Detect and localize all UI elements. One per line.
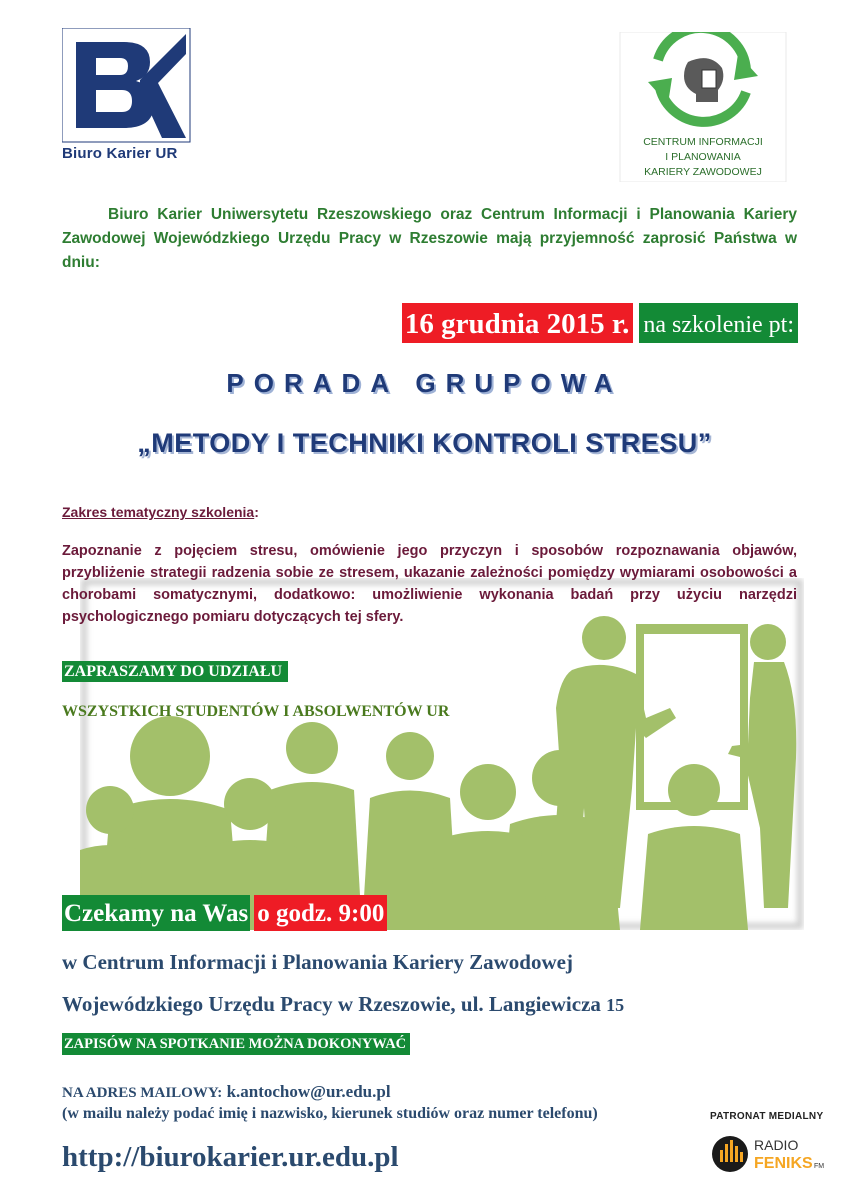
radio-feniks-logo [710, 1132, 830, 1176]
scope-heading-text: Zakres tematyczny szkolenia [62, 504, 255, 520]
scope-heading-colon: : [254, 504, 259, 520]
centrum-informacji-caption [618, 135, 788, 180]
training-label: na szkolenie pt: [639, 303, 798, 343]
event-time: o godz. 9:00 [254, 895, 387, 931]
scope-body: Zapoznanie z pojęciem stresu, omówienie jego przyczyn i sposobów rozpoznawania objawów, przybliżenie strategii radzenia sobie ze stresem, ukazanie zależności pomiędzy wymiarami osobowości a chorobami somatycznymi, dodatkowo: umożliwienie wykonania badań przy użyciu narzędzi psychologicznego pomiaru dotyczących tej sfery. [62, 543, 797, 625]
centrum-caption-line: CENTRUM INFORMACJI [643, 136, 763, 148]
radio-suffix-text: FM [814, 1163, 825, 1170]
title-porada-grupowa: PORADA GRUPOWA [226, 368, 623, 398]
address-line-1: w Centrum Informacji i Planowania Kariery Zawodowej [62, 950, 573, 974]
biuro-karier-caption: Biuro Karier UR [62, 145, 178, 162]
signup-mail [62, 1082, 391, 1102]
date-line [402, 303, 798, 343]
intro-text: Biuro Karier Uniwersytetu Rzeszowskiego oraz Centrum Informacji i Planowania Kariery Zawodowej Wojewódzkiego Urzędu Pracy w Rzeszowie mają przyjemność zaprosić Państwa w dniu: [62, 206, 797, 271]
address-number: 15 [606, 995, 625, 1015]
event-date: 16 grudnia 2015 r. [402, 303, 634, 343]
signup-note: (w mailu należy podać imię i nazwisko, kierunek studiów oraz numer telefonu) [62, 1105, 598, 1122]
signup-headline: ZAPISÓW NA SPOTKANIE MOŻNA DOKONYWAĆ [62, 1033, 410, 1055]
scope-heading [62, 504, 259, 520]
address-line-2 [62, 992, 624, 1017]
address-street: Wojewódzkiego Urzędu Pracy w Rzeszowie, ul. Langiewicza [62, 992, 601, 1016]
mail-label: NA ADRES MAILOWY: [62, 1085, 223, 1101]
radio-top-text: RADIO [754, 1137, 799, 1153]
patron-label: PATRONAT MEDIALNY [710, 1111, 824, 1122]
email-link[interactable]: k.antochow@ur.edu.pl [226, 1082, 391, 1101]
website-link[interactable]: http://biurokarier.ur.edu.pl [62, 1141, 399, 1173]
title-metody: „METODY I TECHNIKI KONTROLI STRESU” [137, 428, 712, 458]
invite-headline: ZAPRASZAMY DO UDZIAŁU [62, 661, 288, 682]
centrum-caption-line: I PLANOWANIA [665, 151, 741, 163]
presentation-illustration [80, 578, 804, 930]
biuro-karier-logo [62, 28, 192, 163]
time-line [62, 895, 387, 931]
radio-name-text: FENIKS [754, 1155, 813, 1172]
invite-audience: WSZYSTKICH STUDENTÓW I ABSOLWENTÓW UR [62, 703, 450, 720]
centrum-caption-line: KARIERY ZAWODOWEJ [644, 166, 762, 178]
intro-paragraph [62, 203, 797, 275]
waiting-text: Czekamy na Was [62, 895, 250, 931]
